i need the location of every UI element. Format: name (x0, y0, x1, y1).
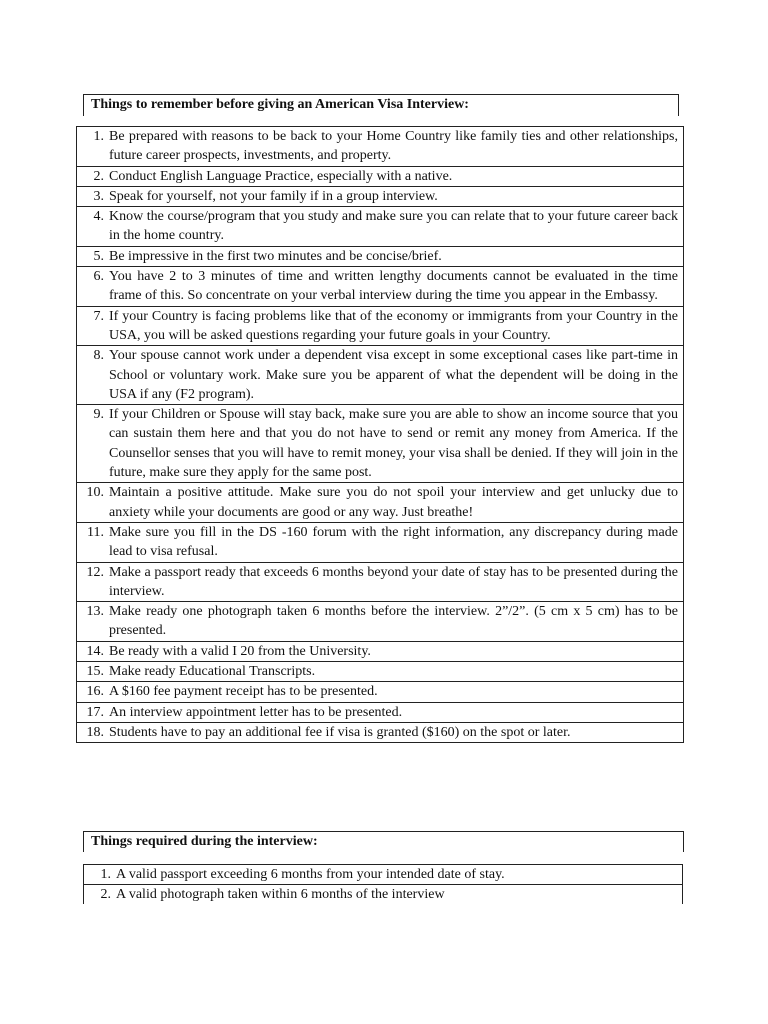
list-item (76, 563, 684, 603)
list-item (76, 602, 684, 642)
list-item-number: 6. (93, 269, 104, 285)
list-item (76, 307, 684, 347)
list-item-text: A valid photograph taken within 6 months of the interview (116, 887, 445, 903)
list-item-number: 17. (86, 704, 104, 720)
required-items-list (83, 864, 683, 904)
list-item-number: 5. (93, 248, 104, 264)
list-item (76, 723, 684, 743)
list-item (76, 247, 684, 267)
list-item-number: 8. (93, 348, 104, 364)
list-item-text: You have 2 to 3 minutes of time and written lengthy documents cannot be evaluated in the time frame of this. So concentrate on your verbal interview during the time you appear in the Embassy. (109, 269, 678, 304)
list-item-text: Make sure you fill in the DS -160 forum with the right information, any discrepancy during made lead to visa refusal. (109, 524, 678, 560)
list-item-text: Maintain a positive attitude. Make sure you do not spoil your interview and get unlucky due to anxiety while your documents are good or any way. Just breathe! (109, 485, 678, 520)
list-item-number: 4. (93, 209, 104, 225)
list-item (76, 682, 684, 702)
list-item-text: An interview appointment letter has to be presented. (109, 704, 403, 720)
list-item-number: 2. (93, 168, 104, 184)
section-title-visa-interview-tips: Things to remember before giving an American Visa Interview: (83, 94, 679, 116)
list-item-number: 18. (86, 724, 104, 740)
list-item-number: 14. (86, 643, 104, 659)
list-item-text: Make a passport ready that exceeds 6 months beyond your date of stay has to be presented during the interview. (109, 564, 678, 599)
list-item-text: Make ready one photograph taken 6 months before the interview. 2”/2”. (5 cm x 5 cm) has to be presented. (109, 604, 678, 639)
list-item-number: 1. (93, 129, 104, 144)
list-item (76, 346, 684, 405)
list-item-text: Conduct English Language Practice, especially with a native. (109, 168, 453, 184)
list-item-text: Be prepared with reasons to be back to your Home Country like family ties and other relationships, future career prospects, investments, and property. (109, 129, 678, 164)
list-item-number: 7. (93, 308, 104, 324)
list-item-number: 10. (86, 485, 104, 501)
list-item-text: Make ready Educational Transcripts. (109, 664, 316, 680)
section-title-required-items: Things required during the interview: (83, 831, 684, 852)
list-item-number: 12. (86, 564, 104, 580)
list-item-text: Be ready with a valid I 20 from the University. (109, 643, 371, 659)
list-item-text: Know the course/program that you study and make sure you can relate that to your future career back in the home country. (109, 209, 678, 244)
list-item (76, 703, 684, 723)
list-item (76, 405, 684, 483)
list-item (76, 207, 684, 247)
list-item-text: A $160 fee payment receipt has to be presented. (109, 684, 378, 700)
list-item-number: 2. (100, 887, 111, 903)
list-item-number: 16. (86, 684, 104, 700)
list-item (83, 864, 683, 885)
list-item-text: Speak for yourself, not your family if in a group interview. (109, 188, 438, 204)
list-item-text: A valid passport exceeding 6 months from your intended date of stay. (116, 867, 505, 882)
list-item-number: 13. (86, 604, 104, 620)
list-item-text: Your spouse cannot work under a dependent visa except in some exceptional cases like part-time in School or voluntary work. Make sure you be apparent of what the dependent will be doing in the USA if any (F2 program). (109, 348, 678, 402)
list-item (83, 885, 683, 904)
list-item-text: Be impressive in the first two minutes and be concise/brief. (109, 248, 442, 264)
list-item-number: 1. (100, 867, 111, 882)
list-item-number: 9. (93, 407, 104, 423)
list-item (76, 642, 684, 662)
list-item (76, 483, 684, 523)
list-item-text: If your Children or Spouse will stay back, make sure you are able to show an income source that you can sustain them here and that you do not have to send or remit any money from America. If the Counsellor senses that you will have to remit money, your visa shall be denied. If they will join in the future, make sure they apply for the same post. (109, 407, 678, 481)
list-item (76, 187, 684, 207)
list-item (76, 267, 684, 307)
list-item-number: 15. (86, 664, 104, 680)
list-item-number: 3. (93, 188, 104, 204)
list-item-text: If your Country is facing problems like that of the economy or immigrants from your Country in the USA, you will be asked questions regarding your future goals in your Country. (109, 308, 678, 343)
list-item (76, 167, 684, 187)
list-item-text: Students have to pay an additional fee if visa is granted ($160) on the spot or later. (109, 724, 571, 740)
list-item (76, 126, 684, 167)
list-item-number: 11. (87, 524, 104, 540)
list-item (76, 662, 684, 682)
list-item (76, 523, 684, 563)
visa-tips-list (76, 126, 684, 743)
